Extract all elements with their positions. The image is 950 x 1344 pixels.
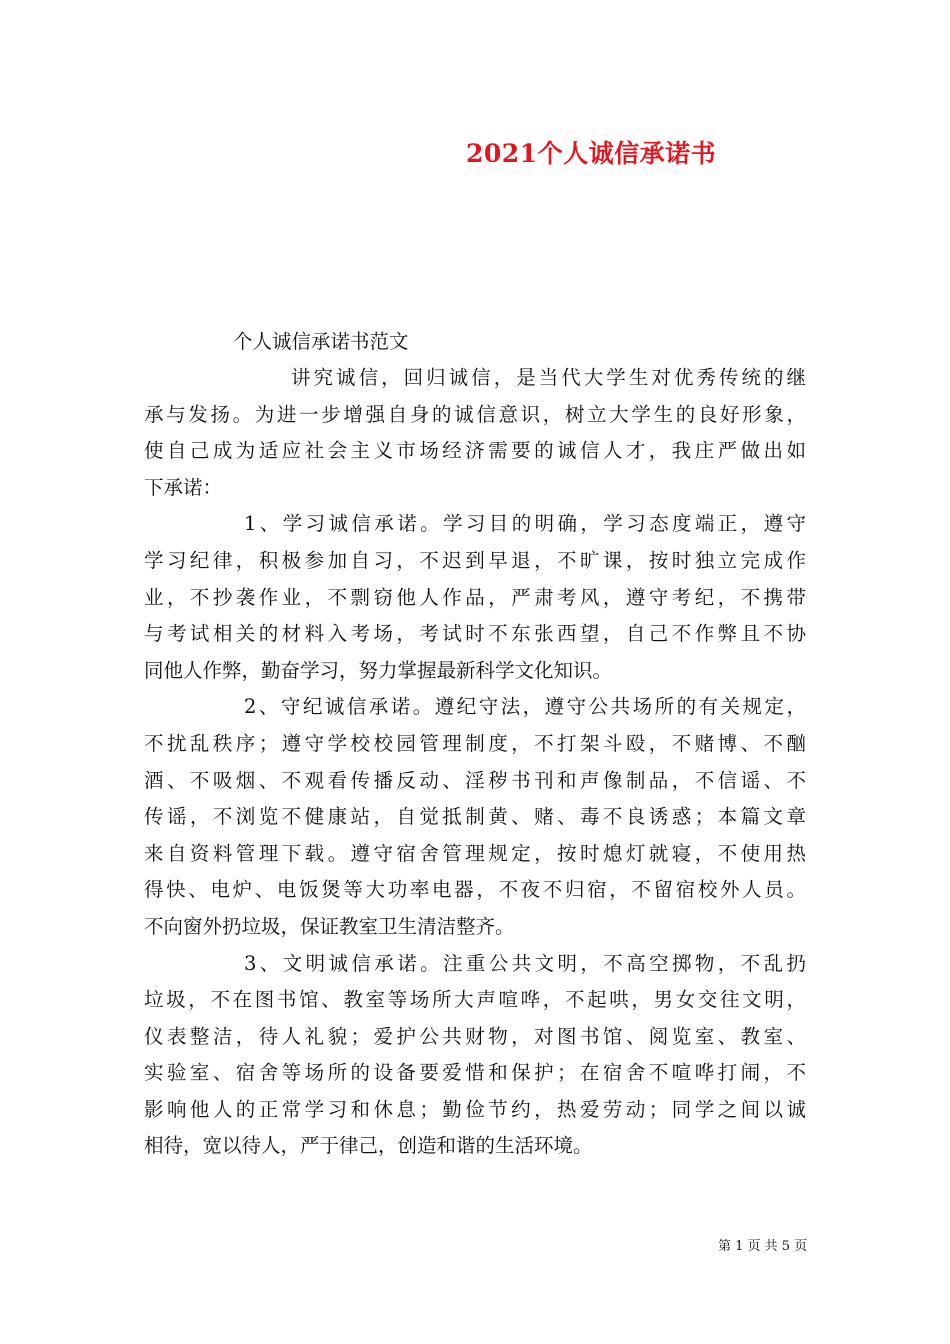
- document-title: 2021个人诚信承诺书: [466, 139, 717, 168]
- body-line: 仪表整洁，待人礼貌；爱护公共财物，对图书馆、阅览室、教室、: [144, 1024, 806, 1048]
- body-line: 下承诺：: [144, 475, 223, 499]
- body-line: 承与发扬。为进一步增强自身的诚信意识，树立大学生的良好形象，: [144, 402, 806, 426]
- body-line: 同他人作弊，勤奋学习，努力掌握最新科学文化知识。: [144, 658, 613, 682]
- body-line: 不向窗外扔垃圾，保证教室卫生清洁整齐。: [144, 914, 515, 938]
- body-line: 3、文明诚信承诺。注重公共文明，不高空掷物，不乱扔: [244, 951, 806, 975]
- body-line: 与考试相关的材料入考场，考试时不东张西望，自己不作弊且不协: [144, 622, 806, 646]
- body-line: 垃圾，不在图书馆、教室等场所大声喧哗，不起哄，男女交往文明，: [144, 988, 806, 1012]
- body-line: 业，不抄袭作业，不剽窃他人作品，严肃考风，遵守考纪，不携带: [144, 585, 806, 609]
- body-line: 得快、电炉、电饭煲等大功率电器，不夜不归宿，不留宿校外人员。: [144, 878, 806, 902]
- document-body: [144, 360, 820, 1165]
- body-line: 传谣，不浏览不健康站，自觉抵制黄、赌、毒不良诱惑；本篇文章: [144, 805, 806, 829]
- body-line: 来自资料管理下载。遵守宿舍管理规定，按时熄灯就寝，不使用热: [144, 841, 806, 865]
- body-line: 学习纪律，积极参加自习，不迟到早退，不旷课，按时独立完成作: [144, 548, 806, 572]
- body-line: 实验室、宿舍等场所的设备要爱惜和保护；在宿舍不喧哗打闹，不: [144, 1061, 806, 1085]
- body-line: 使自己成为适应社会主义市场经济需要的诚信人才，我庄严做出如: [144, 439, 806, 463]
- body-line: 酒、不吸烟、不观看传播反动、淫秽书刊和声像制品，不信谣、不: [144, 768, 806, 792]
- body-line: 讲究诚信，回归诚信，是当代大学生对优秀传统的继: [291, 366, 806, 389]
- body-line: 2、守纪诚信承诺。遵纪守法，遵守公共场所的有关规定，: [244, 695, 806, 719]
- body-line: 相待，宽以待人，严于律己，创造和谐的生活环境。: [144, 1134, 593, 1158]
- body-line: 1、学习诚信承诺。学习目的明确，学习态度端正，遵守: [244, 512, 806, 536]
- document-subtitle: 个人诚信承诺书范文: [233, 330, 409, 353]
- body-line: 影响他人的正常学习和休息；勤俭节约，热爱劳动；同学之间以诚: [144, 1097, 806, 1121]
- page-number-footer: 第 1 页 共 5 页: [718, 1239, 808, 1254]
- body-line: 不扰乱秩序；遵守学校校园管理制度，不打架斗殴，不赌博、不酗: [144, 731, 806, 755]
